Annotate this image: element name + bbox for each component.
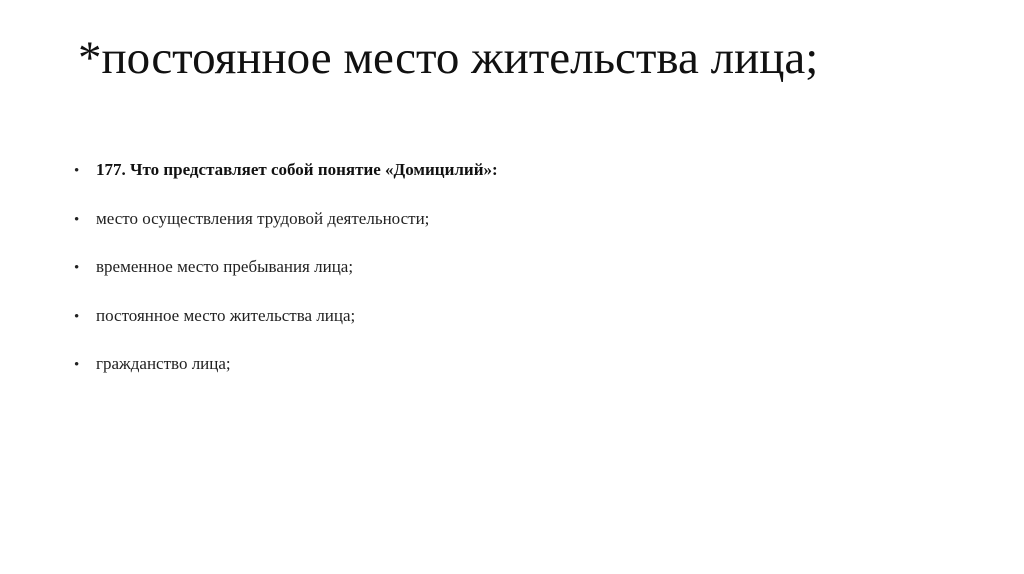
- bullet-icon: •: [74, 211, 80, 228]
- answer-text: гражданство лица;: [96, 354, 231, 373]
- answer-option: [74, 304, 498, 353]
- bullet-icon: •: [74, 260, 80, 276]
- answer-option: [74, 207, 498, 256]
- answer-option: [74, 352, 498, 401]
- question-item: [74, 158, 498, 207]
- bullet-icon: •: [74, 308, 80, 325]
- slide-title: *постоянное место жительства лица;: [78, 32, 819, 84]
- bullet-list: [74, 158, 498, 401]
- answer-option: [74, 255, 498, 304]
- bullet-icon: •: [74, 163, 80, 179]
- answer-text: временное место пребывания лица;: [96, 257, 354, 276]
- bullet-icon: •: [74, 357, 80, 373]
- answer-text: постоянное место жительства лица;: [96, 305, 356, 325]
- answer-text: место осуществления трудовой деятельности;: [96, 208, 430, 228]
- question-text: 177. Что представляет собой понятие «Домицилий»:: [96, 160, 498, 179]
